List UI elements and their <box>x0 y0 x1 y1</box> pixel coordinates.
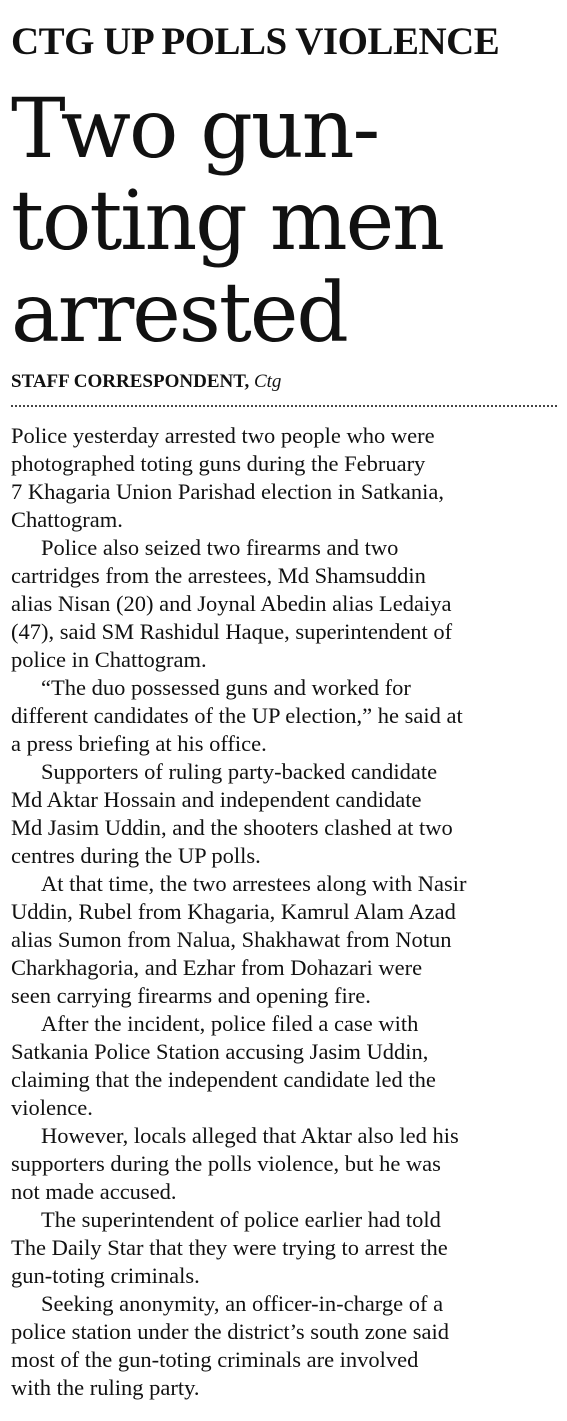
body-line: cartridges from the arrestees, Md Shamsuddin <box>11 563 426 588</box>
byline-author: STAFF CORRESPONDENT, <box>11 371 250 392</box>
byline-location: Ctg <box>253 371 282 392</box>
body-line: violence. <box>11 1095 93 1120</box>
body-line: Supporters of ruling party-backed candidate <box>41 759 438 784</box>
body-line: police station under the district’s south zone said <box>11 1319 450 1344</box>
body-line: police in Chattogram. <box>11 647 207 672</box>
body-line: At that time, the two arrestees along with Nasir <box>41 871 467 896</box>
body-line: Police also seized two firearms and two <box>41 535 399 560</box>
body-line: alias Sumon from Nalua, Shakhawat from Notun <box>11 927 452 952</box>
headline <box>11 84 559 360</box>
headline-line: Two gun- <box>11 82 379 177</box>
body-line: Md Aktar Hossain and independent candidate <box>11 787 422 812</box>
dotted-divider <box>11 405 557 407</box>
body-line: centres during the UP polls. <box>11 843 261 868</box>
body-line: claiming that the independent candidate led the <box>11 1067 436 1092</box>
byline <box>11 370 281 394</box>
body-line: most of the gun-toting criminals are involved <box>11 1347 419 1372</box>
body-line: Uddin, Rubel from Khagaria, Kamrul Alam Azad <box>11 899 456 924</box>
body-line: Seeking anonymity, an officer-in-charge of a <box>41 1291 444 1316</box>
body-line: gun-toting criminals. <box>11 1263 200 1288</box>
body-line: Satkania Police Station accusing Jasim Uddin, <box>11 1039 429 1064</box>
body-line: However, locals alleged that Aktar also led his <box>41 1123 459 1148</box>
body-line: supporters during the polls violence, but he was <box>11 1151 441 1176</box>
body-line: with the ruling party. <box>11 1375 200 1400</box>
body-line: The Daily Star that they were trying to arrest the <box>11 1235 448 1260</box>
body-line: Police yesterday arrested two people who were <box>11 423 435 448</box>
body-line: Charkhagoria, and Ezhar from Dohazari were <box>11 955 423 980</box>
body-line: 7 Khagaria Union Parishad election in Satkania, <box>11 479 445 504</box>
headline-line: toting men <box>11 174 443 269</box>
article-body <box>11 422 559 1402</box>
body-line: The superintendent of police earlier had told <box>41 1207 441 1232</box>
body-line: After the incident, police filed a case with <box>41 1011 419 1036</box>
body-line: not made accused. <box>11 1179 177 1204</box>
body-line: seen carrying firearms and opening fire. <box>11 983 371 1008</box>
body-line: photographed toting guns during the February <box>11 451 426 476</box>
headline-line: arrested <box>11 266 347 361</box>
body-line: (47), said SM Rashidul Haque, superintendent of <box>11 619 453 644</box>
body-line: different candidates of the UP election,” he said at <box>11 703 463 728</box>
body-line: alias Nisan (20) and Joynal Abedin alias Ledaiya <box>11 591 452 616</box>
body-line: Chattogram. <box>11 507 123 532</box>
body-line: “The duo possessed guns and worked for <box>41 675 411 700</box>
body-line: a press briefing at his office. <box>11 731 267 756</box>
body-line: Md Jasim Uddin, and the shooters clashed at two <box>11 815 453 840</box>
kicker: CTG UP POLLS VIOLENCE <box>11 20 500 63</box>
